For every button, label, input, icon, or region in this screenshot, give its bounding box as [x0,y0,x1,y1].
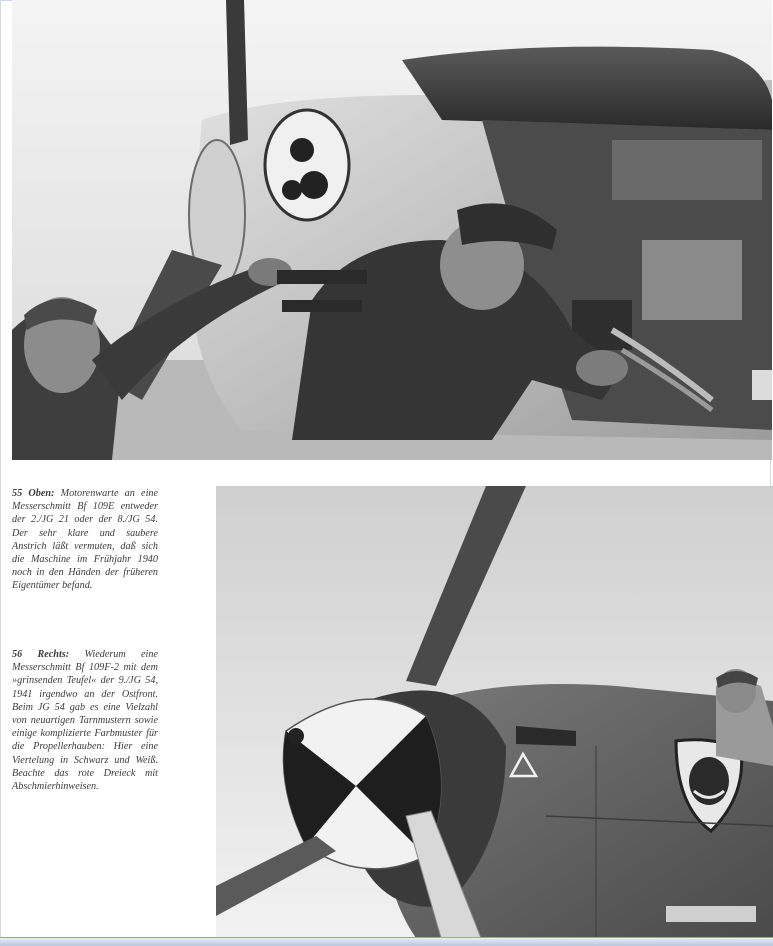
photo-bottom-drawing [216,486,773,938]
photo-top-mechanics [12,0,772,460]
caption-56-heading: Rechts: [37,649,70,660]
caption-56-text: Wiederum eine Messerschmitt Bf 109F-2 mit dem »grinsenden Teufel« der 9./JG 54, 1941 irgendwo an der Ostfront. Beim JG 54 gab es eine Vielzahl von neuartigen Tarnmustern sowie einige komplizierte Farbmuster für die Propellerhauben: Hier eine Viertelung in Schwarz und Weiß. Beachte das rote Dreieck mit Abschmierhinweisen. [12,649,159,793]
caption-55-text: Motorenwarte an eine Messerschmitt Bf 109E entweder der 2./JG 21 oder der 8./JG 54. Der sehr klare und saubere Anstrich läßt vermuten, daß sich die Maschine im Frühjahr 1940 noch in den Händen der früheren Eigentümer befand. [12,488,159,592]
photo-bottom-spinner [216,486,773,938]
caption-56 [12,648,158,793]
caption-55-number: 55 [12,488,23,499]
caption-56-number: 56 [12,649,23,660]
caption-55 [12,487,158,593]
photo-top-drawing [12,0,772,460]
caption-55-heading: Oben: [28,488,55,499]
window-bottom-bar [0,937,773,946]
